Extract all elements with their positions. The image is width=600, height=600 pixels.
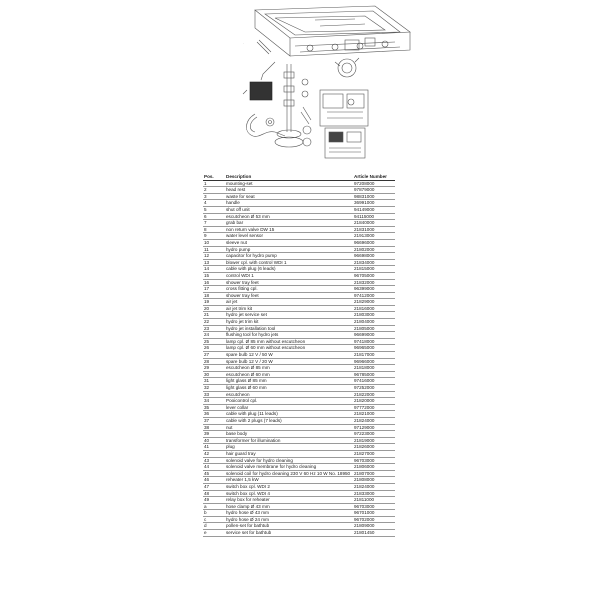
- article-number-cell: 97418000: [353, 338, 395, 345]
- description-cell: sleeve nut: [225, 239, 353, 246]
- table-row: [203, 312, 395, 319]
- description-cell: hydro pump: [225, 246, 353, 253]
- description-cell: lever collar: [225, 404, 353, 411]
- description-cell: pollen-set for bathtub: [225, 523, 353, 530]
- description-cell: air jet trim kit: [225, 305, 353, 312]
- article-number-cell: 21833000: [353, 490, 395, 497]
- description-cell: cross fitting cpl.: [225, 286, 353, 293]
- table-row: [203, 325, 395, 332]
- description-cell: hose clamp Ø 43 mm: [225, 503, 353, 510]
- pos-cell: 46: [203, 477, 225, 484]
- pos-cell: 9: [203, 233, 225, 240]
- table-row: [203, 490, 395, 497]
- article-number-cell: 96698000: [353, 253, 395, 260]
- table-row: [203, 503, 395, 510]
- table-row: [203, 404, 395, 411]
- pos-cell: 31: [203, 378, 225, 385]
- pos-cell: 38: [203, 424, 225, 431]
- description-cell: grab bar: [225, 220, 353, 227]
- description-cell: control WDI 1: [225, 272, 353, 279]
- article-number-cell: 21809000: [353, 523, 395, 530]
- description-cell: hydro hose Ø 43 mm: [225, 510, 353, 517]
- table-row: [203, 299, 395, 306]
- pos-cell: 15: [203, 272, 225, 279]
- article-number-cell: 96696000: [353, 239, 395, 246]
- description-cell: service set for bathtub: [225, 530, 353, 537]
- table-row: [203, 378, 395, 385]
- pos-cell: 1: [203, 180, 225, 187]
- article-number-cell: 21834000: [353, 259, 395, 266]
- article-number-cell: 21829000: [353, 299, 395, 306]
- description-cell: switch box cpl. WDI 2: [225, 483, 353, 490]
- description-cell: hair guard tray: [225, 450, 353, 457]
- table-row: [203, 411, 395, 418]
- table-row: [203, 200, 395, 207]
- description-cell: air jet: [225, 299, 353, 306]
- description-cell: mounting-set: [225, 180, 353, 187]
- article-number-cell: 21807000: [353, 470, 395, 477]
- description-cell: waste for seat: [225, 193, 353, 200]
- description-cell: escutcheon: [225, 391, 353, 398]
- table-row: [203, 365, 395, 372]
- article-number-cell: 21804000: [353, 319, 395, 326]
- pos-cell: 35: [203, 404, 225, 411]
- pos-cell: 21: [203, 312, 225, 319]
- table-row: [203, 266, 395, 273]
- article-number-cell: 96699000: [353, 332, 395, 339]
- article-number-cell: 96703000: [353, 503, 395, 510]
- pos-cell: 39: [203, 431, 225, 438]
- article-number-cell: 21811000: [353, 497, 395, 504]
- pos-cell: 16: [203, 279, 225, 286]
- article-number-cell: 21820000: [353, 398, 395, 405]
- description-cell: water level sensor: [225, 233, 353, 240]
- parts-list-table: [203, 174, 395, 537]
- description-cell: escutcheon Ø 53 mm: [225, 213, 353, 220]
- table-row: [203, 437, 395, 444]
- pos-cell: 30: [203, 371, 225, 378]
- article-number-cell: 36991000: [353, 200, 395, 207]
- pos-cell: 25: [203, 338, 225, 345]
- article-number-cell: 21913000: [353, 233, 395, 240]
- article-number-cell: 96966000: [353, 358, 395, 365]
- article-number-cell: 21816000: [353, 305, 395, 312]
- table-row: [203, 398, 395, 405]
- description-cell: cable with 2 plugs (7 leads): [225, 417, 353, 424]
- article-number-cell: 21803000: [353, 312, 395, 319]
- article-number-cell: 97208000: [353, 180, 395, 187]
- table-row: [203, 239, 395, 246]
- description-cell: spare bulb 12 V / 50 W: [225, 352, 353, 359]
- pos-cell: 27: [203, 352, 225, 359]
- table-row: [203, 477, 395, 484]
- table-row: [203, 279, 395, 286]
- table-row: [203, 470, 395, 477]
- pos-cell: 28: [203, 358, 225, 365]
- pos-cell: 20: [203, 305, 225, 312]
- waste-pipe: [287, 64, 291, 132]
- pos-cell: 6: [203, 213, 225, 220]
- pos-cell: 26: [203, 345, 225, 352]
- table-row: [203, 180, 395, 187]
- article-number-cell: 96702000: [353, 516, 395, 523]
- table-row: [203, 510, 395, 517]
- article-number-cell: 96701000: [353, 510, 395, 517]
- article-number-cell: 21831000: [353, 226, 395, 233]
- table-row: [203, 431, 395, 438]
- article-number-cell: 97129000: [353, 424, 395, 431]
- pos-cell: 42: [203, 450, 225, 457]
- description-cell: solenoid valve membrane for hydro cleaning: [225, 464, 353, 471]
- table-row: [203, 286, 395, 293]
- description-cell: hydro hose Ø 24 mm: [225, 516, 353, 523]
- article-number-cell: 97252000: [353, 385, 395, 392]
- article-number-cell: 21826000: [353, 444, 395, 451]
- article-number-cell: 21801450: [353, 530, 395, 537]
- grab-bar: [257, 40, 271, 54]
- description-cell: handle: [225, 200, 353, 207]
- pos-cell: b: [203, 510, 225, 517]
- pos-cell: 4: [203, 200, 225, 207]
- table-row: [203, 187, 395, 194]
- pos-cell: e: [203, 530, 225, 537]
- description-cell: head rest: [225, 187, 353, 194]
- pos-cell: 14: [203, 266, 225, 273]
- article-number-cell: 21817000: [353, 352, 395, 359]
- table-row: [203, 206, 395, 213]
- pos-cell: c: [203, 516, 225, 523]
- pos-cell: 47: [203, 483, 225, 490]
- article-number-cell: 94149000: [353, 206, 395, 213]
- description-cell: shut off unit: [225, 206, 353, 213]
- table-row: [203, 516, 395, 523]
- article-number-cell: 97879000: [353, 187, 395, 194]
- table-row: [203, 391, 395, 398]
- description-cell: cable with plug (11 leads): [225, 411, 353, 418]
- pos-cell: 43: [203, 457, 225, 464]
- pos-cell: 8: [203, 226, 225, 233]
- description-cell: hydro jet installation tool: [225, 325, 353, 332]
- pos-cell: 18: [203, 292, 225, 299]
- parts-table-body: [203, 180, 395, 536]
- description-cell: base body: [225, 431, 353, 438]
- table-row: [203, 444, 395, 451]
- table-row: [203, 371, 395, 378]
- table-row: [203, 424, 395, 431]
- description-cell: capacitor for hydro pump: [225, 253, 353, 260]
- article-number-cell: 96703000: [353, 457, 395, 464]
- description-cell: escutcheon Ø 85 mm: [225, 365, 353, 372]
- article-number-header: Article Number: [353, 174, 395, 180]
- table-row: [203, 253, 395, 260]
- table-row: [203, 464, 395, 471]
- description-cell: flushing tool for hydro jets: [225, 332, 353, 339]
- table-row: [203, 193, 395, 200]
- article-number-cell: 21827000: [353, 450, 395, 457]
- pos-cell: 12: [203, 253, 225, 260]
- pos-cell: 29: [203, 365, 225, 372]
- table-row: [203, 246, 395, 253]
- description-cell: reheater 1,5 kW: [225, 477, 353, 484]
- description-cell: plug: [225, 444, 353, 451]
- pos-cell: 33: [203, 391, 225, 398]
- article-number-cell: 98831000: [353, 193, 395, 200]
- description-cell: light glass Ø 85 mm: [225, 378, 353, 385]
- pos-cell: 36: [203, 411, 225, 418]
- article-number-cell: 21824000: [353, 417, 395, 424]
- table-row: [203, 483, 395, 490]
- table-row: [203, 213, 395, 220]
- table-row: [203, 272, 395, 279]
- article-number-cell: 96399000: [353, 286, 395, 293]
- pos-cell: 2: [203, 187, 225, 194]
- pos-cell: d: [203, 523, 225, 530]
- pos-cell: 19: [203, 299, 225, 306]
- description-cell: light glass Ø 60 mm: [225, 385, 353, 392]
- article-number-cell: 97412000: [353, 292, 395, 299]
- description-cell: blower cpl. with control WDI 1: [225, 259, 353, 266]
- article-number-cell: 96705000: [353, 272, 395, 279]
- article-number-cell: 97223000: [353, 431, 395, 438]
- pos-cell: 5: [203, 206, 225, 213]
- article-number-cell: 21818000: [353, 365, 395, 372]
- table-row: [203, 305, 395, 312]
- description-cell: non return valve DW 15: [225, 226, 353, 233]
- pos-cell: 3: [203, 193, 225, 200]
- table-row: [203, 332, 395, 339]
- table-row: [203, 352, 395, 359]
- description-cell: solenoid coil for hydro cleaning 230 V 60 Hz 10 W No. 18950: [225, 470, 353, 477]
- description-cell: escutcheon Ø 60 mm: [225, 371, 353, 378]
- description-cell: shower tray feet: [225, 292, 353, 299]
- pos-cell: 44: [203, 464, 225, 471]
- description-cell: Pooicontrol cpl.: [225, 398, 353, 405]
- article-number-cell: 21808000: [353, 477, 395, 484]
- description-cell: shower tray feet: [225, 279, 353, 286]
- pos-cell: 13: [203, 259, 225, 266]
- table-row: [203, 497, 395, 504]
- pos-cell: 34: [203, 398, 225, 405]
- table-row: [203, 523, 395, 530]
- table-row: [203, 530, 395, 537]
- pos-cell: 17: [203, 286, 225, 293]
- description-cell: lamp cpl. Ø 60 mm without escutcheon: [225, 345, 353, 352]
- article-number-cell: 21821000: [353, 411, 395, 418]
- pos-cell: a: [203, 503, 225, 510]
- article-number-cell: 97772000: [353, 404, 395, 411]
- pos-cell: 49: [203, 497, 225, 504]
- description-cell: relay box for reheater: [225, 497, 353, 504]
- pos-cell: 45: [203, 470, 225, 477]
- pos-cell: 48: [203, 490, 225, 497]
- description-cell: transformer for illumination: [225, 437, 353, 444]
- description-cell: hydro jet trim kit: [225, 319, 353, 326]
- table-row: [203, 233, 395, 240]
- description-cell: spare bulb 12 V / 20 W: [225, 358, 353, 365]
- article-number-cell: 21805000: [353, 325, 395, 332]
- description-cell: lamp cpl. Ø 85 mm without escutcheon: [225, 338, 353, 345]
- pos-cell: 23: [203, 325, 225, 332]
- table-row: [203, 292, 395, 299]
- article-number-cell: 94115000: [353, 213, 395, 220]
- description-cell: hydro jet service set: [225, 312, 353, 319]
- blower: [338, 59, 356, 77]
- pos-cell: 32: [203, 385, 225, 392]
- description-cell: nut: [225, 424, 353, 431]
- table-row: [203, 259, 395, 266]
- pos-cell: 11: [203, 246, 225, 253]
- table-row: [203, 417, 395, 424]
- description-header: Description: [225, 174, 353, 180]
- hydro-pump: [250, 82, 272, 100]
- article-number-cell: 96785000: [353, 371, 395, 378]
- table-row: [203, 226, 395, 233]
- description-cell: cable with plug (6 leads): [225, 266, 353, 273]
- pos-cell: 41: [203, 444, 225, 451]
- table-row: [203, 345, 395, 352]
- table-row: [203, 358, 395, 365]
- article-number-cell: 21840000: [353, 220, 395, 227]
- article-number-cell: 96965000: [353, 345, 395, 352]
- article-number-cell: 21802000: [353, 246, 395, 253]
- pos-header: Pos.: [203, 174, 225, 180]
- article-number-cell: 21822000: [353, 391, 395, 398]
- pos-cell: 22: [203, 319, 225, 326]
- exploded-parts-diagram: [195, 2, 420, 172]
- hose: [246, 114, 285, 136]
- table-row: [203, 457, 395, 464]
- article-number-cell: 21819000: [353, 437, 395, 444]
- table-row: [203, 450, 395, 457]
- description-cell: solenoid valve for hydro cleaning: [225, 457, 353, 464]
- pos-cell: 24: [203, 332, 225, 339]
- article-number-cell: 97416000: [353, 378, 395, 385]
- description-cell: switch box cpl. WDI 4: [225, 490, 353, 497]
- pos-cell: 10: [203, 239, 225, 246]
- table-row: [203, 319, 395, 326]
- table-row: [203, 338, 395, 345]
- table-row: [203, 385, 395, 392]
- article-number-cell: 21832000: [353, 279, 395, 286]
- pos-cell: 37: [203, 417, 225, 424]
- article-number-cell: 21824000: [353, 483, 395, 490]
- article-number-cell: 21806000: [353, 464, 395, 471]
- article-number-cell: 21815000: [353, 266, 395, 273]
- pos-cell: 40: [203, 437, 225, 444]
- pos-cell: 7: [203, 220, 225, 227]
- table-row: [203, 220, 395, 227]
- svg-text:·: ·: [243, 41, 244, 45]
